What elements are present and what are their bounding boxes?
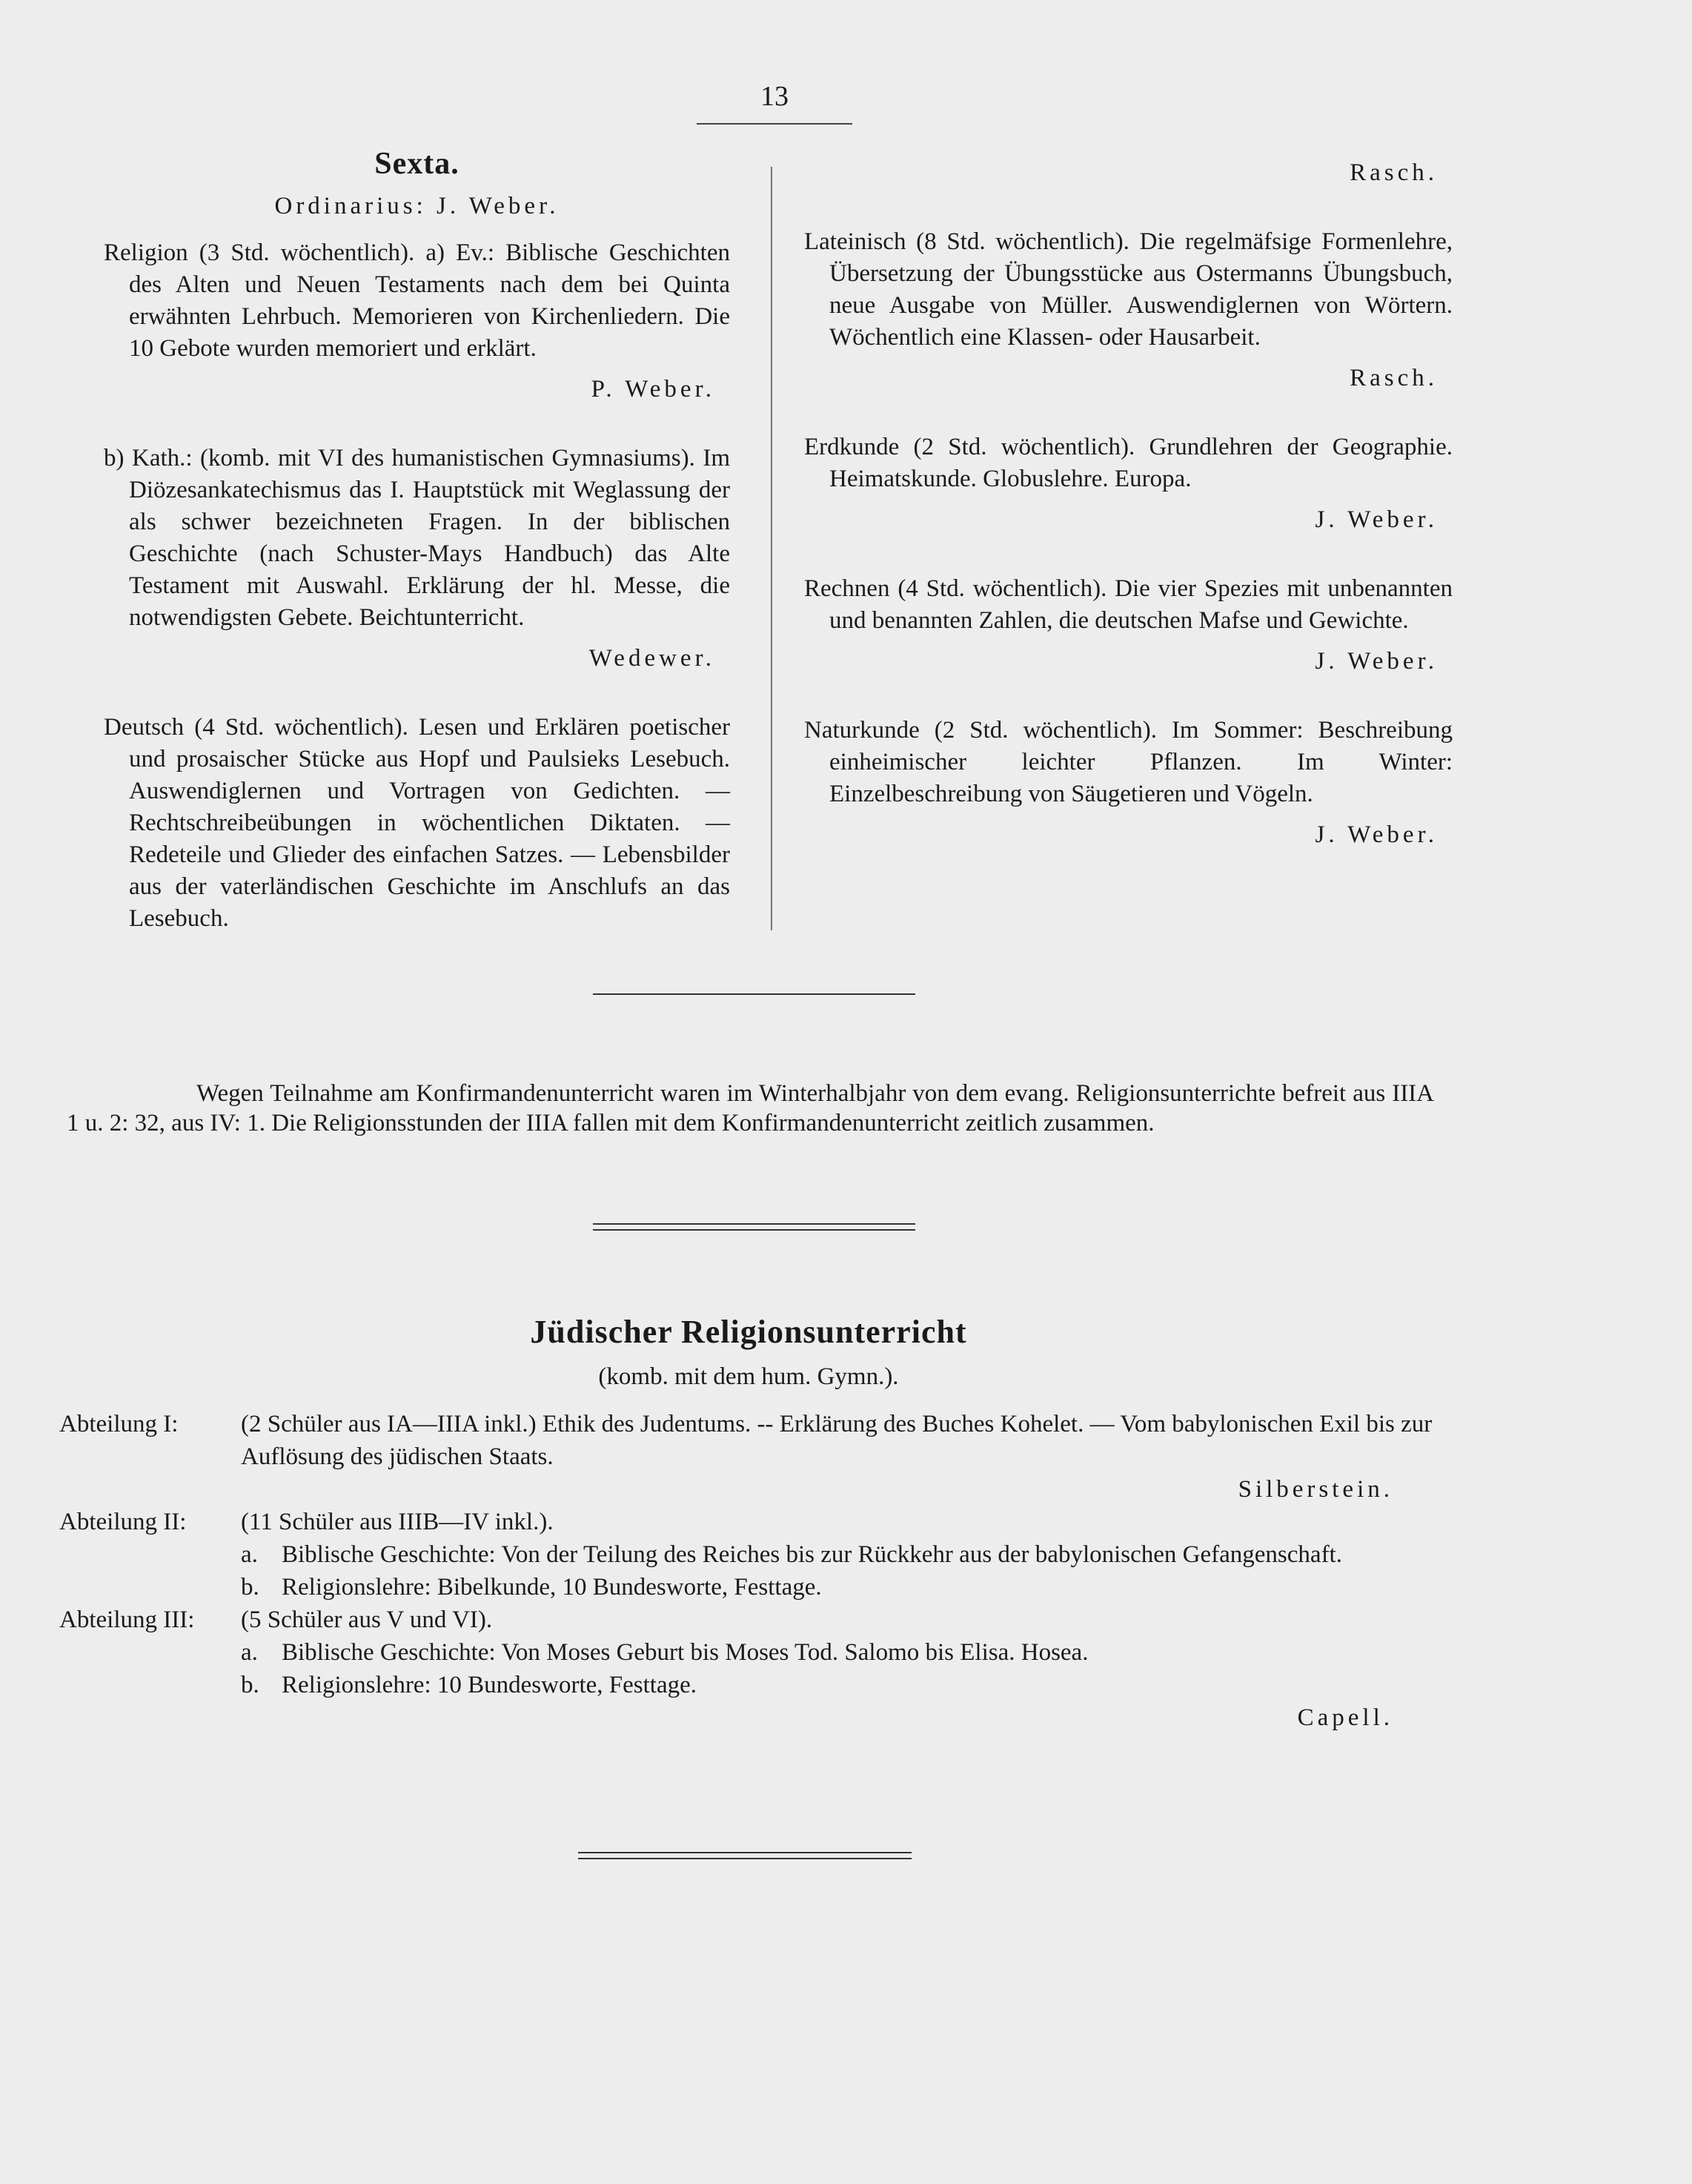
abteilung-2-label: Abteilung II: (59, 1509, 187, 1535)
erdkunde-text: Erdkunde (2 Std. wöchentlich). Grundlehren der Geographie. Heimatskunde. Globuslehre. Europa. (804, 434, 1453, 492)
rechnen-text: Rechnen (4 Std. wöchentlich). Die vier Spezies mit unbenannten und benannten Zahlen, die deutschen Mafse und Gewichte. (804, 575, 1453, 634)
abteilung-1-text: (2 Schüler aus IA—IIIA inkl.) Ethik des Judentums. -- Erklärung des Buches Kohelet. — Vom babylonischen Exil bis zur Auflösung des jüdischen Staats. (241, 1411, 1433, 1470)
jewish-subtitle: (komb. mit dem hum. Gymn.). (598, 1363, 899, 1390)
column-divider (771, 167, 772, 930)
latein-text: Lateinisch (8 Std. wöchentlich). Die regelmäfsige Formenlehre, Übersetzung der Übungsstücke aus Ostermanns Übungsbuch, neue Ausgabe von Müller. Auswendiglernen von Wörtern. Wöchentlich eine Klassen- oder Hausarbeit. (804, 228, 1453, 351)
deutsch-paragraph (104, 712, 730, 935)
religion-kath-text: b) Kath.: (komb. mit VI des humanistischen Gymnasiums). Im Diözesankatechismus das I. Hauptstück mit Weglassung der als schwer bezeichneten Fragen. In der biblischen Geschichte (nach Schuster-Mays Handbuch) das Alte Testament mit Auswahl. Erklärung der hl. Messe, die notwendigsten Gebete. Beichtunterricht. (104, 445, 730, 631)
abteilung-3-teacher: Capell. (1297, 1704, 1393, 1731)
abteilung-2-item-a (59, 1538, 1438, 1571)
abteilung-3-label: Abteilung III: (59, 1606, 195, 1633)
double-divider-top-second (593, 1229, 915, 1231)
abteilung-1-label: Abteilung I: (59, 1411, 179, 1437)
erdkunde-teacher: J. Weber. (1315, 506, 1438, 533)
abteilung-2-item-b-letter: b. (241, 1574, 259, 1601)
abteilung-3 (59, 1604, 1438, 1636)
double-divider-bottom (578, 1852, 912, 1853)
abteilung-2 (59, 1506, 1438, 1538)
section-divider (593, 993, 915, 995)
page-number-rule (697, 123, 852, 125)
latein-paragraph (804, 226, 1453, 394)
abteilung-3-item-b (59, 1669, 1438, 1701)
naturkunde-teacher: J. Weber. (1315, 821, 1438, 848)
naturkunde-paragraph (804, 715, 1453, 851)
page-number: 13 (760, 81, 789, 112)
jewish-heading: Jüdischer Religionsunterricht (530, 1314, 967, 1350)
deutsch-teacher: Rasch. (1350, 159, 1438, 186)
abteilung-3-item-a-letter: a. (241, 1639, 258, 1666)
sexta-heading: Sexta. (374, 147, 460, 181)
religion-kath-teacher: Wedewer. (588, 645, 715, 672)
abteilung-3-item-b-letter: b. (241, 1672, 259, 1698)
religion-ev-teacher: P. Weber. (591, 376, 715, 403)
latein-teacher: Rasch. (1350, 365, 1438, 391)
religion-ev-text: Religion (3 Std. wöchentlich). a) Ev.: Biblische Geschichten des Alten und Neuen Testaments nach dem bei Quinta erwähnten Lehrbuch. Memorieren von Kirchenliedern. Die 10 Gebote wurden memoriert und erklärt. (104, 239, 730, 362)
deutsch-text: Deutsch (4 Std. wöchentlich). Lesen und Erklären poetischer und prosaischer Stücke aus Hopf und Paulsieks Lesebuch. Auswendiglernen und Vortragen von Gedichten. — Rechtschreibeübungen in wöchentlichen Diktaten. — Redeteile und Glieder des einfachen Satzes. — Lebensbilder aus der vaterländischen Geschichte im Anschlufs an das Lesebuch. (104, 714, 730, 932)
abteilung-2-item-b (59, 1571, 1438, 1604)
religion-ev-paragraph (104, 237, 730, 406)
left-column (104, 148, 730, 972)
erdkunde-paragraph (804, 431, 1453, 536)
religion-kath-paragraph (104, 443, 730, 675)
rechnen-teacher: J. Weber. (1315, 648, 1438, 675)
right-column (804, 148, 1453, 888)
jewish-religion-section (59, 1316, 1438, 1734)
rechnen-paragraph (804, 573, 1453, 678)
naturkunde-text: Naturkunde (2 Std. wöchentlich). Im Sommer: Beschreibung einheimischer leichter Pflanzen. Im Winter: Einzelbeschreibung von Säugetieren und Vögeln. (804, 717, 1453, 807)
abteilung-2-text: (11 Schüler aus IIIB—IV inkl.). (241, 1509, 554, 1535)
deutsch-teacher-block (804, 157, 1453, 189)
double-divider-bottom-second (578, 1858, 912, 1859)
abteilung-1-teacher: Silberstein. (1238, 1476, 1393, 1503)
abteilung-3-text: (5 Schüler aus V und VI). (241, 1606, 493, 1633)
abteilung-1 (59, 1408, 1438, 1473)
konfirmanden-note: Wegen Teilnahme am Konfirmandenunterricht waren im Winterhalbjahr von dem evang. Religionsunterrichte befreit aus IIIA 1 u. 2: 32, aus IV: 1. Die Religionsstunden der IIIA fallen mit dem Konfirmandenunterricht zeitlich zusammen. (67, 1080, 1434, 1136)
abteilung-3-item-b-text: Religionslehre: 10 Bundesworte, Festtage. (282, 1672, 697, 1698)
abteilung-2-item-a-text: Biblische Geschichte: Von der Teilung des Reiches bis zur Rückkehr aus der babylonischen Gefangenschaft. (282, 1541, 1342, 1568)
abteilung-2-item-b-text: Religionslehre: Bibelkunde, 10 Bundesworte, Festtage. (282, 1574, 822, 1601)
abteilung-3-item-a-text: Biblische Geschichte: Von Moses Geburt bis Moses Tod. Salomo bis Elisa. Hosea. (282, 1639, 1089, 1666)
ordinarius-line: Ordinarius: J. Weber. (274, 193, 560, 219)
double-divider-top (593, 1223, 915, 1225)
abteilung-2-item-a-letter: a. (241, 1541, 258, 1568)
abteilung-3-item-a (59, 1636, 1438, 1669)
